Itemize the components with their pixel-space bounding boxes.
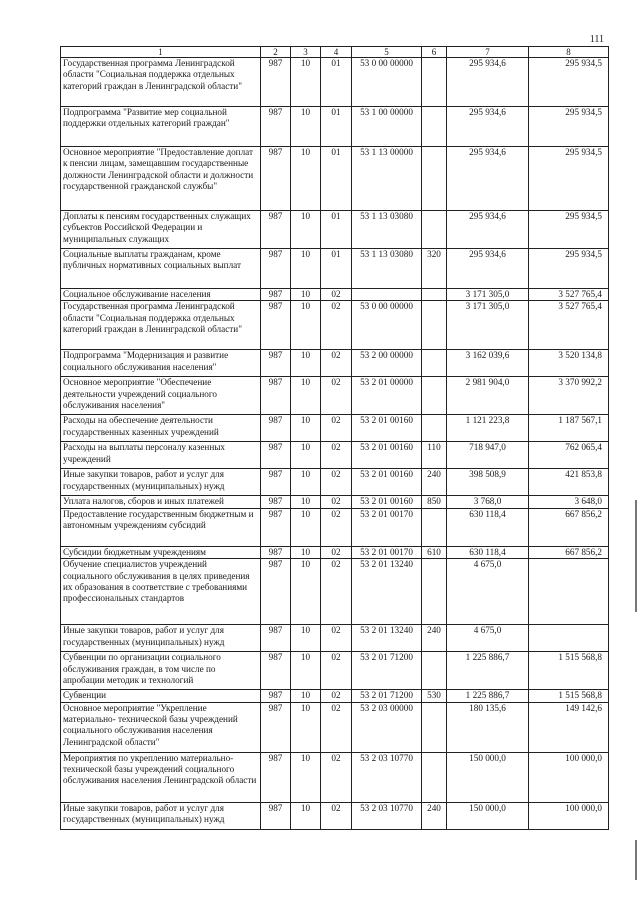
row-expense-type-cell: 110 [422, 442, 447, 469]
row-target-article-cell: 53 2 01 71200 [352, 690, 422, 702]
row-target-article-cell: 53 0 00 00000 [352, 58, 422, 107]
row-name-cell: Расходы на выплаты персоналу казенных учреждений [61, 442, 261, 469]
row-section-cell: 10 [291, 415, 321, 442]
row-amount-year1-cell: 295 934,6 [447, 211, 529, 249]
row-target-article-cell: 53 1 13 00000 [352, 147, 422, 211]
row-amount-year2-cell: 295 934,5 [529, 147, 609, 211]
row-name-cell: Расходы на обеспечение деятельности государственных казенных учреждений [61, 415, 261, 442]
row-target-article-cell: 53 2 01 00160 [352, 469, 422, 496]
row-expense-type-cell: 850 [422, 496, 447, 508]
row-subsection-cell: 01 [321, 249, 352, 289]
row-code-cell: 987 [261, 469, 291, 496]
table-row [61, 496, 609, 508]
row-amount-year1-cell: 1 225 886,7 [447, 652, 529, 690]
row-amount-year1-cell: 3 171 305,0 [447, 289, 529, 301]
row-amount-year2-cell: 3 370 992,2 [529, 377, 609, 415]
row-code-cell: 987 [261, 415, 291, 442]
row-subsection-cell: 02 [321, 652, 352, 690]
row-name-cell: Мероприятия по укреплению материально- технической базы учреждений социального обслуживания населения Ленинградской области [61, 752, 261, 802]
row-expense-type-cell: 240 [422, 802, 447, 829]
row-name-cell: Субвенции [61, 690, 261, 702]
row-subsection-cell: 02 [321, 377, 352, 415]
table-row [61, 652, 609, 690]
row-section-cell: 10 [291, 58, 321, 107]
row-section-cell: 10 [291, 559, 321, 625]
row-target-article-cell: 53 2 01 00160 [352, 442, 422, 469]
table-row [61, 702, 609, 752]
table-row [61, 107, 609, 147]
row-section-cell: 10 [291, 469, 321, 496]
row-subsection-cell: 01 [321, 107, 352, 147]
row-name-cell: Государственная программа Ленинградской области "Социальная поддержка отдельных категорий граждан в Ленинградской области" [61, 301, 261, 350]
row-code-cell: 987 [261, 350, 291, 377]
row-section-cell: 10 [291, 442, 321, 469]
row-target-article-cell: 53 0 00 00000 [352, 301, 422, 350]
row-target-article-cell: 53 2 01 13240 [352, 559, 422, 625]
column-header: 7 [447, 47, 529, 58]
row-amount-year1-cell: 4 675,0 [447, 625, 529, 652]
row-amount-year2-cell: 295 934,5 [529, 211, 609, 249]
table-header-row [61, 47, 609, 58]
row-amount-year1-cell: 2 981 904,0 [447, 377, 529, 415]
row-code-cell: 987 [261, 496, 291, 508]
row-expense-type-cell [422, 58, 447, 107]
row-expense-type-cell: 240 [422, 625, 447, 652]
row-code-cell: 987 [261, 377, 291, 415]
row-name-cell: Предоставление государственным бюджетным и автономным учреждениям субсидий [61, 508, 261, 546]
row-section-cell: 10 [291, 301, 321, 350]
row-amount-year2-cell: 1 515 568,8 [529, 652, 609, 690]
row-amount-year2-cell: 667 856,2 [529, 508, 609, 546]
row-code-cell: 987 [261, 301, 291, 350]
row-amount-year1-cell: 295 934,6 [447, 107, 529, 147]
row-target-article-cell: 53 1 13 03080 [352, 249, 422, 289]
row-code-cell: 987 [261, 58, 291, 107]
row-section-cell: 10 [291, 211, 321, 249]
row-amount-year1-cell: 3 162 039,6 [447, 350, 529, 377]
table-row [61, 802, 609, 829]
row-subsection-cell: 02 [321, 559, 352, 625]
table-row [61, 442, 609, 469]
column-header: 5 [352, 47, 422, 58]
row-section-cell: 10 [291, 107, 321, 147]
table-row [61, 289, 609, 301]
column-header: 8 [529, 47, 609, 58]
row-subsection-cell: 01 [321, 147, 352, 211]
row-amount-year1-cell: 1 225 886,7 [447, 690, 529, 702]
row-subsection-cell: 02 [321, 350, 352, 377]
table-row [61, 752, 609, 802]
row-subsection-cell: 02 [321, 442, 352, 469]
row-section-cell: 10 [291, 377, 321, 415]
column-header: 1 [61, 47, 261, 58]
row-section-cell: 10 [291, 249, 321, 289]
row-amount-year1-cell: 150 000,0 [447, 802, 529, 829]
row-code-cell: 987 [261, 752, 291, 802]
row-target-article-cell: 53 2 01 00160 [352, 415, 422, 442]
row-expense-type-cell [422, 752, 447, 802]
row-section-cell: 10 [291, 508, 321, 546]
row-amount-year1-cell: 3 171 305,0 [447, 301, 529, 350]
row-amount-year2-cell: 295 934,5 [529, 107, 609, 147]
row-expense-type-cell [422, 289, 447, 301]
row-target-article-cell: 53 2 01 13240 [352, 625, 422, 652]
row-name-cell: Социальные выплаты гражданам, кроме публичных нормативных социальных выплат [61, 249, 261, 289]
row-subsection-cell: 02 [321, 508, 352, 546]
row-expense-type-cell [422, 652, 447, 690]
scan-edge-mark [635, 840, 637, 880]
row-amount-year2-cell: 421 853,8 [529, 469, 609, 496]
row-amount-year1-cell: 295 934,6 [447, 147, 529, 211]
row-subsection-cell: 02 [321, 802, 352, 829]
row-amount-year1-cell: 1 121 223,8 [447, 415, 529, 442]
row-target-article-cell: 53 2 03 00000 [352, 702, 422, 752]
row-expense-type-cell [422, 377, 447, 415]
table-body [61, 58, 609, 830]
row-amount-year1-cell: 295 934,6 [447, 249, 529, 289]
row-target-article-cell [352, 289, 422, 301]
row-subsection-cell: 02 [321, 301, 352, 350]
row-amount-year2-cell: 3 527 765,4 [529, 289, 609, 301]
row-amount-year1-cell: 630 118,4 [447, 546, 529, 558]
row-expense-type-cell [422, 147, 447, 211]
row-name-cell: Иные закупки товаров, работ и услуг для государственных (муниципальных) нужд [61, 469, 261, 496]
row-section-cell: 10 [291, 496, 321, 508]
row-expense-type-cell [422, 350, 447, 377]
row-amount-year2-cell: 3 520 134,8 [529, 350, 609, 377]
row-code-cell: 987 [261, 690, 291, 702]
row-name-cell: Основное мероприятие "Предоставление доплат к пенсии лицам, замещавшим государственные должности Ленинградской области и должности государственной гражданской службы" [61, 147, 261, 211]
row-target-article-cell: 53 2 01 00000 [352, 377, 422, 415]
row-expense-type-cell [422, 301, 447, 350]
row-amount-year1-cell: 398 508,9 [447, 469, 529, 496]
row-amount-year2-cell: 3 648,0 [529, 496, 609, 508]
row-amount-year1-cell: 3 768,0 [447, 496, 529, 508]
column-header: 6 [422, 47, 447, 58]
row-name-cell: Основное мероприятие "Обеспечение деятельности учреждений социального обслуживания населения" [61, 377, 261, 415]
row-section-cell: 10 [291, 625, 321, 652]
row-name-cell: Государственная программа Ленинградской области "Социальная поддержка отдельных категорий граждан в Ленинградской области" [61, 58, 261, 107]
table-row [61, 249, 609, 289]
row-code-cell: 987 [261, 625, 291, 652]
row-expense-type-cell [422, 702, 447, 752]
row-section-cell: 10 [291, 690, 321, 702]
budget-table [60, 46, 609, 830]
row-subsection-cell: 02 [321, 469, 352, 496]
table-row [61, 690, 609, 702]
row-target-article-cell: 53 2 01 00170 [352, 508, 422, 546]
row-target-article-cell: 53 2 01 71200 [352, 652, 422, 690]
row-code-cell: 987 [261, 546, 291, 558]
row-target-article-cell: 53 1 00 00000 [352, 107, 422, 147]
row-amount-year1-cell: 150 000,0 [447, 752, 529, 802]
row-amount-year2-cell: 667 856,2 [529, 546, 609, 558]
row-code-cell: 987 [261, 702, 291, 752]
row-expense-type-cell [422, 415, 447, 442]
row-section-cell: 10 [291, 652, 321, 690]
row-amount-year1-cell: 630 118,4 [447, 508, 529, 546]
row-amount-year2-cell: 100 000,0 [529, 752, 609, 802]
row-amount-year1-cell: 718 947,0 [447, 442, 529, 469]
row-target-article-cell: 53 2 01 00160 [352, 496, 422, 508]
row-amount-year2-cell: 1 187 567,1 [529, 415, 609, 442]
row-section-cell: 10 [291, 802, 321, 829]
table-row [61, 625, 609, 652]
table-row [61, 469, 609, 496]
row-code-cell: 987 [261, 652, 291, 690]
table-row [61, 559, 609, 625]
column-header: 3 [291, 47, 321, 58]
row-name-cell: Подпрограмма "Модернизация и развитие социального обслуживания населения" [61, 350, 261, 377]
row-section-cell: 10 [291, 289, 321, 301]
table-row [61, 301, 609, 350]
row-amount-year2-cell: 3 527 765,4 [529, 301, 609, 350]
column-header: 4 [321, 47, 352, 58]
table-row [61, 211, 609, 249]
row-amount-year1-cell: 295 934,6 [447, 58, 529, 107]
row-code-cell: 987 [261, 249, 291, 289]
row-subsection-cell: 01 [321, 211, 352, 249]
row-code-cell: 987 [261, 211, 291, 249]
row-code-cell: 987 [261, 508, 291, 546]
row-code-cell: 987 [261, 107, 291, 147]
row-target-article-cell: 53 2 03 10770 [352, 802, 422, 829]
row-name-cell: Субсидии бюджетным учреждениям [61, 546, 261, 558]
row-amount-year2-cell: 149 142,6 [529, 702, 609, 752]
row-section-cell: 10 [291, 350, 321, 377]
table-row [61, 508, 609, 546]
table-row [61, 350, 609, 377]
row-name-cell: Уплата налогов, сборов и иных платежей [61, 496, 261, 508]
row-name-cell: Иные закупки товаров, работ и услуг для государственных (муниципальных) нужд [61, 802, 261, 829]
row-expense-type-cell [422, 107, 447, 147]
row-expense-type-cell [422, 508, 447, 546]
row-code-cell: 987 [261, 147, 291, 211]
row-amount-year1-cell: 180 135,6 [447, 702, 529, 752]
row-expense-type-cell: 530 [422, 690, 447, 702]
row-subsection-cell: 02 [321, 702, 352, 752]
row-section-cell: 10 [291, 752, 321, 802]
row-amount-year2-cell [529, 559, 609, 625]
row-name-cell: Иные закупки товаров, работ и услуг для государственных (муниципальных) нужд [61, 625, 261, 652]
row-subsection-cell: 01 [321, 58, 352, 107]
row-subsection-cell: 02 [321, 289, 352, 301]
column-header: 2 [261, 47, 291, 58]
table-row [61, 147, 609, 211]
row-target-article-cell: 53 1 13 03080 [352, 211, 422, 249]
row-amount-year2-cell: 100 000,0 [529, 802, 609, 829]
row-section-cell: 10 [291, 147, 321, 211]
row-amount-year2-cell: 295 934,5 [529, 249, 609, 289]
table-row [61, 415, 609, 442]
row-expense-type-cell: 320 [422, 249, 447, 289]
row-subsection-cell: 02 [321, 546, 352, 558]
row-target-article-cell: 53 2 03 10770 [352, 752, 422, 802]
row-expense-type-cell: 240 [422, 469, 447, 496]
row-name-cell: Основное мероприятие "Укрепление материально- технической базы учреждений социального обслуживания населения Ленинградской области" [61, 702, 261, 752]
table-row [61, 546, 609, 558]
row-code-cell: 987 [261, 442, 291, 469]
row-name-cell: Подпрограмма "Развитие мер социальной поддержки отдельных категорий граждан" [61, 107, 261, 147]
row-subsection-cell: 02 [321, 415, 352, 442]
row-subsection-cell: 02 [321, 752, 352, 802]
row-name-cell: Социальное обслуживание населения [61, 289, 261, 301]
row-name-cell: Субвенции по организации социального обслуживания граждан, в том числе по апробации методик и технологий [61, 652, 261, 690]
row-target-article-cell: 53 2 00 00000 [352, 350, 422, 377]
row-section-cell: 10 [291, 546, 321, 558]
row-amount-year1-cell: 4 675,0 [447, 559, 529, 625]
scan-edge-mark [635, 500, 637, 612]
row-expense-type-cell [422, 211, 447, 249]
row-subsection-cell: 02 [321, 690, 352, 702]
table-row [61, 377, 609, 415]
row-name-cell: Обучение специалистов учреждений социального обслуживания в целях приведения их образования в соответствие с требованиями профессиональных стандартов [61, 559, 261, 625]
page-number: 111 [589, 34, 604, 45]
row-subsection-cell: 02 [321, 625, 352, 652]
row-expense-type-cell [422, 559, 447, 625]
row-target-article-cell: 53 2 01 00170 [352, 546, 422, 558]
row-code-cell: 987 [261, 802, 291, 829]
table-row [61, 58, 609, 107]
row-name-cell: Доплаты к пенсиям государственных служащих субъектов Российской Федерации и муниципальных служащих [61, 211, 261, 249]
row-subsection-cell: 02 [321, 496, 352, 508]
row-amount-year2-cell: 762 065,4 [529, 442, 609, 469]
row-section-cell: 10 [291, 702, 321, 752]
row-amount-year2-cell: 1 515 568,8 [529, 690, 609, 702]
row-amount-year2-cell [529, 625, 609, 652]
row-code-cell: 987 [261, 559, 291, 625]
row-code-cell: 987 [261, 289, 291, 301]
row-amount-year2-cell: 295 934,5 [529, 58, 609, 107]
row-expense-type-cell: 610 [422, 546, 447, 558]
